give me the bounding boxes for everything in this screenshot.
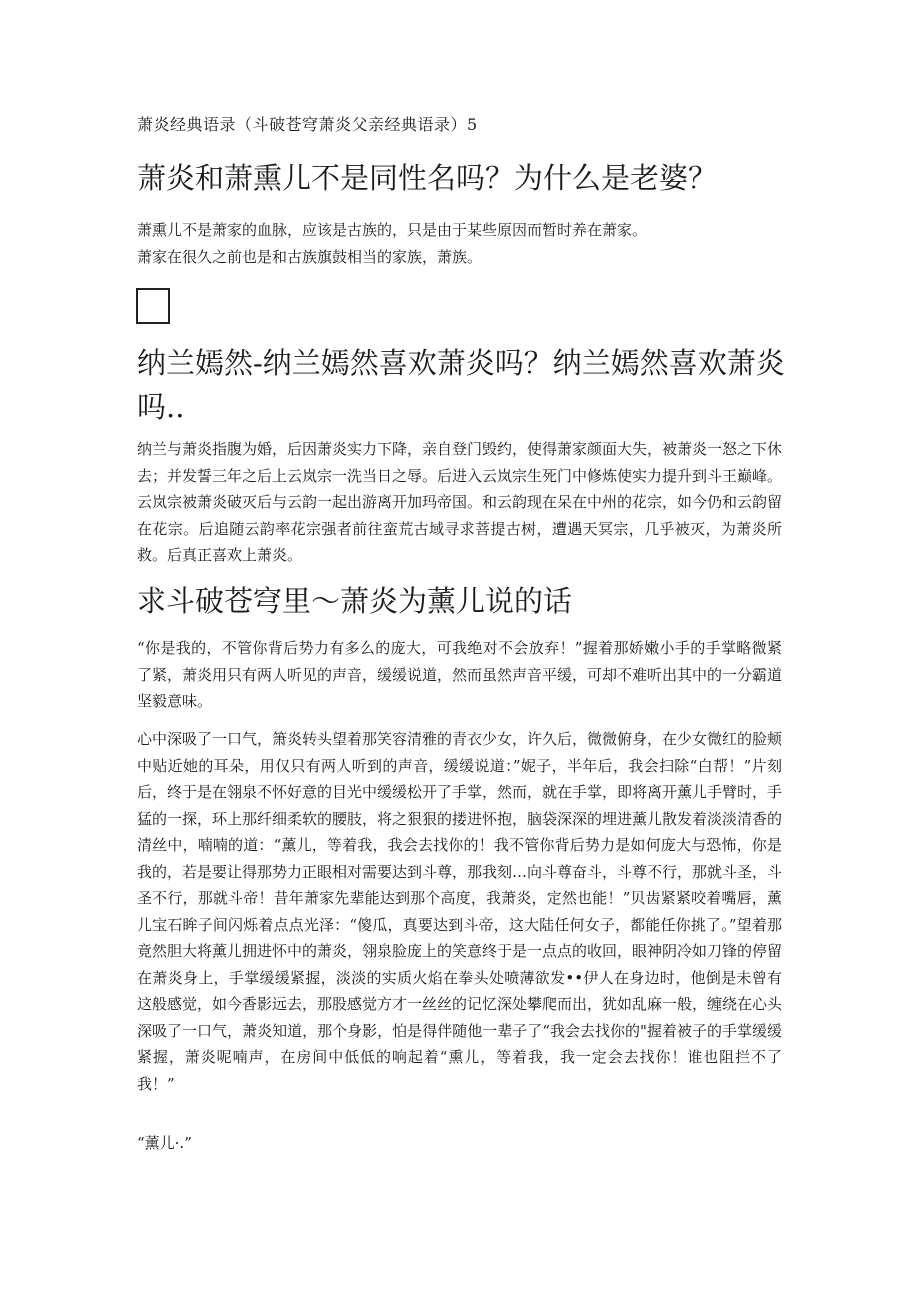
empty-image-placeholder <box>136 288 170 324</box>
document-subtitle: 萧炎经典语录（斗破苍穹萧炎父亲经典语录）5 <box>137 115 478 134</box>
section-3-paragraph-1: “你是我的，不管你背后势力有多么的庞大，可我绝对不会放弃！”握着那娇嫩小手的手掌略微紧了紧，萧炎用只有两人听见的声音，缓缓说道，然而虽然声音平缓，可却不难听出其中的一分霸道坚毅意味。 <box>137 639 783 710</box>
section-2-paragraph: 纳兰与萧炎指腹为婚，后因萧炎实力下降，亲自登门毁约，使得萧家颜面大失，被萧炎一怒之下休去；并发誓三年之后上云岚宗一洗当日之辱。后进入云岚宗生死门中修炼使实力提升到斗王巅峰。云岚宗被萧炎破灭后与云韵一起出游离开加玛帝国。和云韵现在呆在中州的花宗，如今仍和云韵留在花宗。后追随云韵率花宗强者前往蛮荒古域寻求菩提古树，遭遇天冥宗，几乎被灭，为萧炎所救。后真正喜欢上萧炎。 <box>137 440 783 564</box>
section-heading-3: 求斗破苍穹里～萧炎为薰儿说的话 <box>137 584 573 618</box>
section-heading-1: 萧炎和萧熏儿不是同性名吗？为什么是老婆？ <box>137 161 718 195</box>
section-1-paragraph: 萧熏儿不是萧家的血脉，应该是古族的，只是由于某些原因而暂时养在萧家。 萧家在很久之前也是和古族旗鼓相当的家族，萧族。 <box>137 221 648 266</box>
section-3-paragraph-2: 心中深吸了一口气，箫炎转头望着那笑容清雅的青衣少女，许久后，微微俯身，在少女微红的脸颊中贴近她的耳朵，用仅只有两人听到的声音，缓缓说道：”妮子，半年后，我会扫除“白帮！”片刻后，终于是在翎泉不怀好意的目光中缓缓松开了手掌，然而，就在手掌，即将离开薰儿手臂时，手猛的一探，环上那纤细柔软的腰肢，将之狠狠的搂进怀抱，脑袋深深的埋进薰儿散发着淡淡清香的清丝中，喃喃的道：“薰儿，等着我，我会去找你的！我不管你背后势力是如何庞大与恐怖，你是我的，若是要让得那势力正眼相对需要达到斗尊，那我刻…向斗尊奋斗，斗尊不行，那就斗圣，斗圣不行，那就斗帝！昔年萧家先辈能达到那个高度，我萧炎，定然也能！”贝齿紧紧咬着嘴唇，薰儿宝石眸子间闪烁着点点光泽：“傻瓜，真要达到斗帝，这大陆任何女子，都能任你挑了。”望着那竟然胆大将薰儿拥进怀中的萧炎，翎泉脸庞上的笑意终于是一点点的收回，眼神阴冷如刀锋的停留在萧炎身上，手掌缓缓紧握，淡淡的实质火焰在拳头处喷薄欲发••伊人在身边时，他倒是未曾有这般感觉，如今香影远去，那股感觉方才一丝丝的记忆深处攀爬而出，犹如乱麻一般，缠绕在心头深吸了一口气，萧炎知道，那个身影，怕是得伴随他一辈子了“我会去找你的"握着被子的手掌缓缓紧握，萧炎呢喃声，在房间中低低的响起着“熏儿，等着我，我一定会去找你！谁也阻拦不了我！” <box>137 730 783 1093</box>
section-heading-2: 纳兰嫣然-纳兰嫣然喜欢萧炎吗？纳兰嫣然喜欢萧炎吗.. <box>137 346 785 424</box>
section-3-paragraph-3: “薰儿·.” <box>137 1134 192 1152</box>
